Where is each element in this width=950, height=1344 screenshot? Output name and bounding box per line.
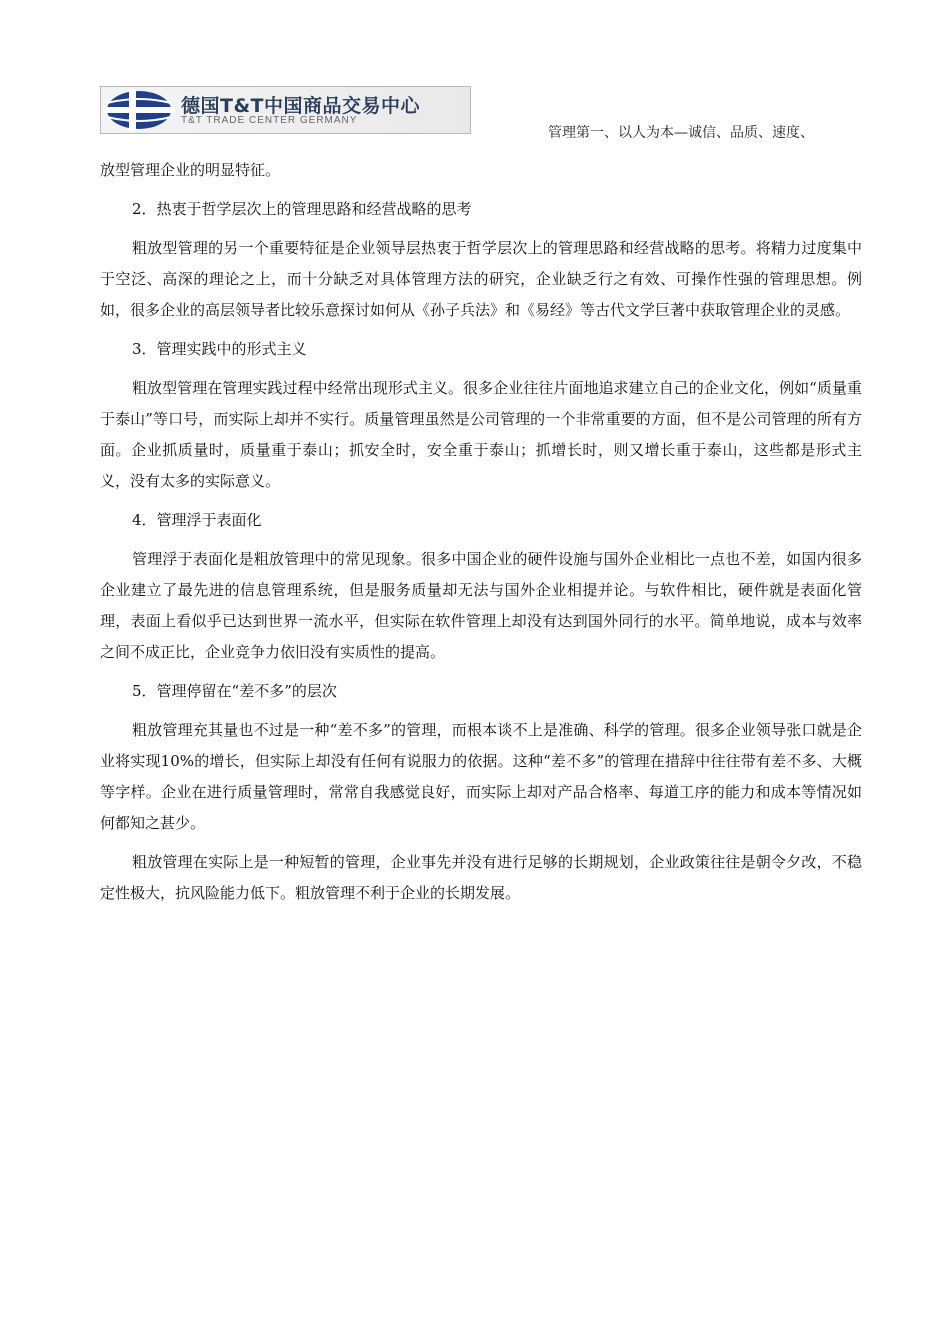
document-body [100,155,862,909]
logo-english-name: T&T TRADE CENTER GERMANY [181,115,358,126]
paragraph: 粗放管理在实际上是一种短暂的管理，企业事先并没有进行足够的长期规划，企业政策往往是朝令夕改，不稳定性极大，抗风险能力低下。粗放管理不利于企业的长期发展。 [100,853,862,902]
section-heading-2: 2．热衷于哲学层次上的管理思路和经营战略的思考 [132,200,472,218]
logo-globe-icon [103,89,175,131]
paragraph: 粗放型管理在管理实践过程中经常出现形式主义。很多企业往往片面地追求建立自己的企业文化，例如“质量重于泰山”等口号，而实际上却并不实行。质量管理虽然是公司管理的一个非常重要的方面，但不是公司管理的所有方面。企业抓质量时，质量重于泰山；抓安全时，安全重于泰山；抓增长时，则又增长重于泰山，这些都是形式主义，没有太多的实际意义。 [100,379,862,490]
section-heading-3: 3．管理实践中的形式主义 [132,340,307,358]
section-heading-4: 4．管理浮于表面化 [132,511,262,529]
paragraph: 粗放管理充其量也不过是一种“差不多”的管理，而根本谈不上是准确、科学的管理。很多企业领导张口就是企业将实现10%的增长，但实际上却没有任何有说服力的依据。这种“差不多”的管理在措辞中往往带有差不多、大概等字样。企业在进行质量管理时，常常自我感觉良好，而实际上却对产品合格率、每道工序的能力和成本等情况如何都知之甚少。 [100,721,862,832]
logo-chinese-name: 德国T&T中国商品交易中心 [181,95,420,117]
company-logo [100,86,471,134]
header-slogan: 管理第一、以人为本—诚信、品质、速度、 [548,125,814,141]
paragraph: 管理浮于表面化是粗放管理中的常见现象。很多中国企业的硬件设施与国外企业相比一点也不差，如国内很多企业建立了最先进的信息管理系统，但是服务质量却无法与国外企业相提并论。与软件相比，硬件就是表面化管理，表面上看似乎已达到世界一流水平，但实际在软件管理上却没有达到国外同行的水平。简单地说，成本与效率之间不成正比，企业竞争力依旧没有实质性的提高。 [100,550,862,661]
paragraph: 粗放型管理的另一个重要特征是企业领导层热衷于哲学层次上的管理思路和经营战略的思考。将精力过度集中于空泛、高深的理论之上，而十分缺乏对具体管理方法的研究，企业缺乏行之有效、可操作性强的管理思想。例如，很多企业的高层领导者比较乐意探讨如何从《孙子兵法》和《易经》等古代文学巨著中获取管理企业的灵感。 [100,239,862,319]
paragraph-continuation: 放型管理企业的明显特征。 [100,161,281,179]
section-heading-5: 5．管理停留在“差不多”的层次 [132,682,337,700]
